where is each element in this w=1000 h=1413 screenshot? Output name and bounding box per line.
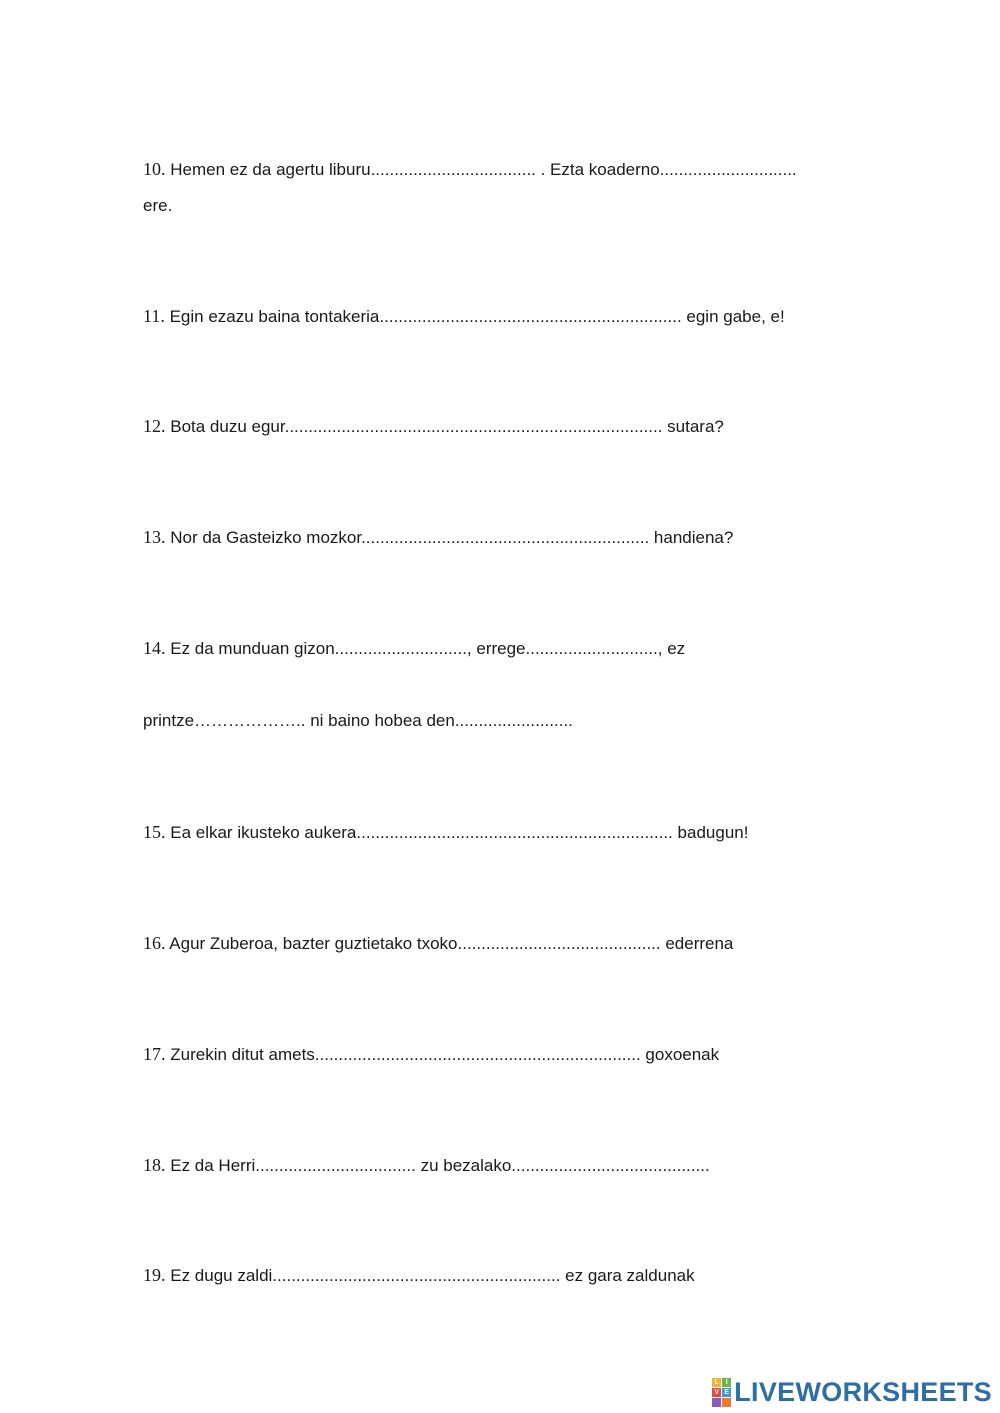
exercise-number: 13.: [143, 527, 166, 547]
exercise-11: [143, 305, 785, 328]
exercise-text: Ez da Herri.................................. zu bezalako..........................................: [170, 1156, 710, 1175]
exercise-17: [143, 1043, 719, 1066]
exercise-text: Bota duzu egur................................................................................ sutara?: [170, 417, 724, 436]
exercise-number: 19.: [143, 1265, 166, 1285]
exercise-10: [143, 158, 797, 181]
exercise-text: Egin ezazu baina tontakeria................................................................ egin gabe, e!: [169, 307, 785, 326]
exercise-13: [143, 526, 733, 549]
exercise-text: Agur Zuberoa, bazter guztietako txoko........................................... ederrena: [169, 934, 734, 953]
exercise-14: [143, 637, 685, 660]
liveworksheets-logo[interactable]: [712, 1377, 992, 1407]
exercise-number: 10.: [143, 159, 166, 179]
exercise-number: 16.: [143, 933, 166, 953]
exercise-18: [143, 1154, 710, 1177]
exercise-14-continuation: printze……………….. ni baino hobea den.........................: [143, 711, 573, 730]
exercise-text: Hemen ez da agertu liburu................................... . Ezta koaderno.............................: [170, 160, 797, 179]
exercise-10-continuation: ere.: [143, 196, 173, 215]
exercise-text: Ez dugu zaldi............................................................. ez gara zaldunak: [170, 1266, 695, 1285]
exercise-12: [143, 415, 724, 438]
exercise-15: [143, 821, 748, 844]
exercise-number: 18.: [143, 1155, 166, 1175]
exercise-19: [143, 1264, 695, 1287]
logo-mark-tile: [722, 1398, 731, 1407]
logo-mark-tile: I: [722, 1378, 731, 1387]
logo-mark-tile: E: [722, 1388, 731, 1397]
logo-mark-tile: L: [712, 1378, 721, 1387]
exercise-number: 14.: [143, 638, 166, 658]
exercise-text: Ez da munduan gizon............................, errege............................, ez: [170, 639, 686, 658]
logo-text: LIVEWORKSHEETS: [734, 1376, 992, 1407]
exercise-16: [143, 932, 733, 955]
logo-mark-tile: [712, 1398, 721, 1407]
exercise-number: 12.: [143, 416, 166, 436]
logo-mark-tile: V: [712, 1388, 721, 1397]
exercise-number: 17.: [143, 1044, 166, 1064]
exercise-number: 15.: [143, 822, 166, 842]
exercise-number: 11.: [143, 306, 165, 326]
exercise-text: Nor da Gasteizko mozkor............................................................. handiena?: [170, 528, 734, 547]
exercise-text: Ea elkar ikusteko aukera................................................................... badugun!: [170, 823, 749, 842]
exercise-text: Zurekin ditut amets..................................................................... goxoenak: [170, 1045, 720, 1064]
logo-mark-icon: [712, 1378, 731, 1407]
